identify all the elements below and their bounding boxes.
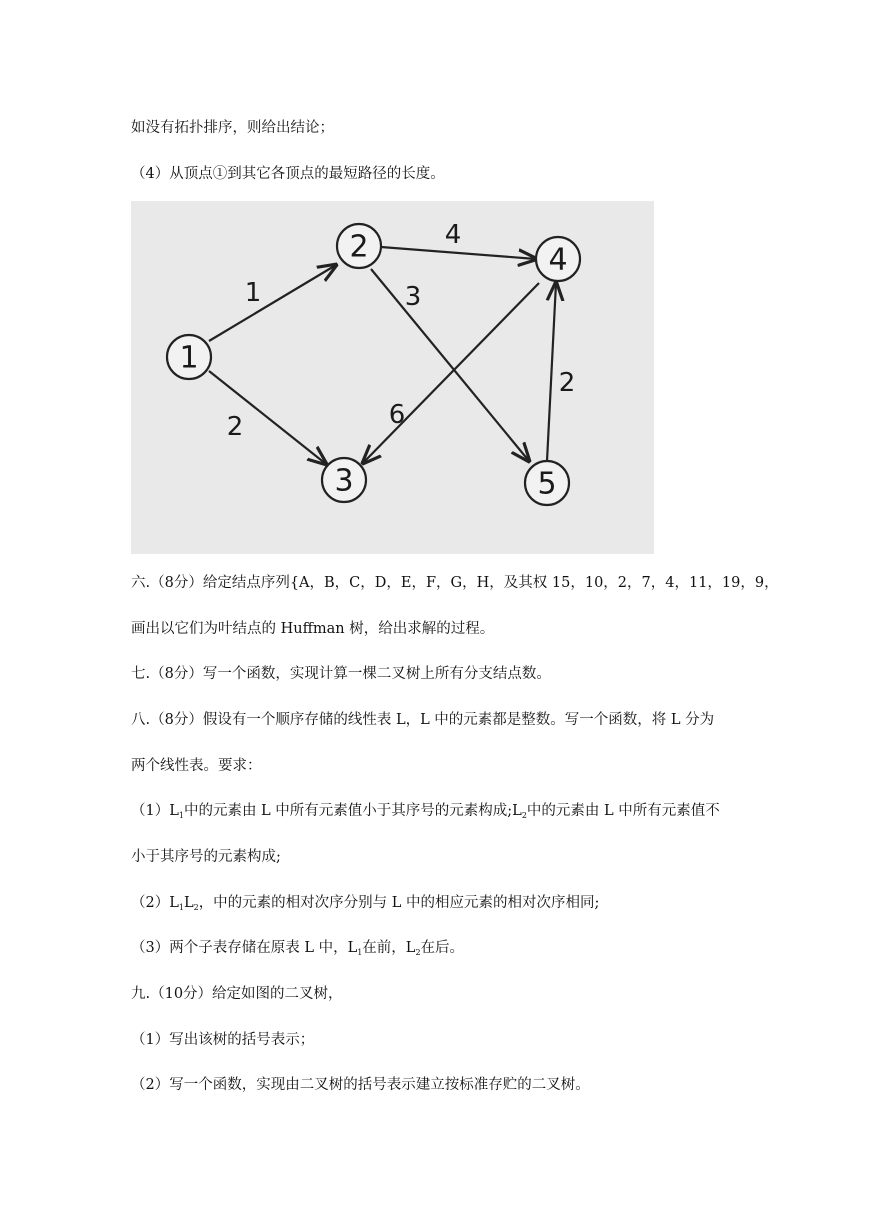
text-line-q9-2: （2）写一个函数，实现由二叉树的括号表示建立按标准存贮的二叉树。	[131, 1077, 590, 1093]
edge-1-2	[209, 265, 336, 341]
text-line-q8-3	[131, 938, 464, 963]
q8-1a-sub2: 2	[521, 811, 527, 820]
svg-text:2: 2	[349, 229, 369, 265]
text-line-q6-a: 六.（8分）给定结点序列{A，B，C，D，E，F，G，H，及其权 15，10，2，7，4，11，19，9，	[131, 575, 779, 591]
svg-text:3: 3	[334, 463, 354, 499]
text-line-q8-2	[131, 893, 599, 918]
svg-text:5: 5	[537, 466, 557, 502]
text-line-q8-1b: 小于其序号的元素构成;	[131, 849, 281, 865]
edge-5-4	[547, 283, 556, 461]
q8-3-pre: （3）两个子表存储在原表 L 中，L	[131, 940, 358, 956]
q8-3-sub2: 2	[415, 948, 421, 957]
q8-2-sub2: 2	[193, 903, 199, 912]
edge-weight-2-5: 3	[404, 282, 422, 312]
text-line-q8-1a	[131, 801, 720, 826]
text-line-q8-b: 两个线性表。要求：	[131, 758, 262, 774]
q8-2-pre: （2）L	[131, 895, 179, 911]
svg-text:1: 1	[179, 340, 199, 376]
text-line-q7: 七.（8分）写一个函数，实现计算一棵二叉树上所有分支结点数。	[131, 666, 551, 682]
q8-1a-mid: 中的元素由 L 中所有元素值小于其序号的元素构成;L	[183, 803, 522, 819]
q8-2-post: ，中的元素的相对次序分别与 L 中的相应元素的相对次序相同;	[198, 895, 600, 911]
graph-svg	[131, 201, 654, 554]
graph-node-1	[167, 335, 211, 379]
q8-1a-post: 中的元素由 L 中所有元素值不	[526, 803, 720, 819]
text-line-topo-conclusion: 如没有拓扑排序，则给出结论；	[131, 120, 334, 136]
edge-weight-5-4: 2	[558, 368, 576, 398]
text-line-shortest-path: （4）从顶点①到其它各顶点的最短路径的长度。	[131, 166, 445, 182]
edge-weight-1-2: 1	[244, 278, 262, 308]
q8-3-sub1: 1	[357, 948, 363, 957]
graph-node-3	[322, 458, 366, 502]
directed-graph-figure	[131, 201, 654, 554]
text-line-q9-1: （1）写出该树的括号表示；	[131, 1032, 315, 1048]
q8-3-mid: 在前，L	[362, 940, 416, 956]
edge-weight-2-4: 4	[444, 220, 462, 250]
q8-1a-pre: （1）L	[131, 803, 179, 819]
q8-2-mid: L	[183, 895, 194, 911]
graph-node-2	[337, 224, 381, 268]
text-line-q9: 九.（10分）给定如图的二叉树，	[131, 986, 343, 1002]
edge-weight-1-3: 2	[226, 412, 244, 442]
edge-weight-4-3: 6	[388, 400, 406, 430]
text-line-q6-b: 画出以它们为叶结点的 Huffman 树，给出求解的过程。	[131, 621, 495, 637]
edge-2-5	[371, 269, 529, 461]
q8-3-post: 在后。	[420, 940, 465, 956]
svg-text:4: 4	[548, 242, 568, 278]
edge-4-3	[363, 283, 539, 463]
graph-node-5	[525, 461, 569, 505]
q8-2-sub1: 1	[178, 903, 184, 912]
q8-1a-sub1: 1	[178, 811, 184, 820]
text-line-q8-a: 八.（8分）假设有一个顺序存储的线性表 L，L 中的元素都是整数。写一个函数，将 L 分为	[131, 712, 715, 728]
graph-node-4	[536, 237, 580, 281]
